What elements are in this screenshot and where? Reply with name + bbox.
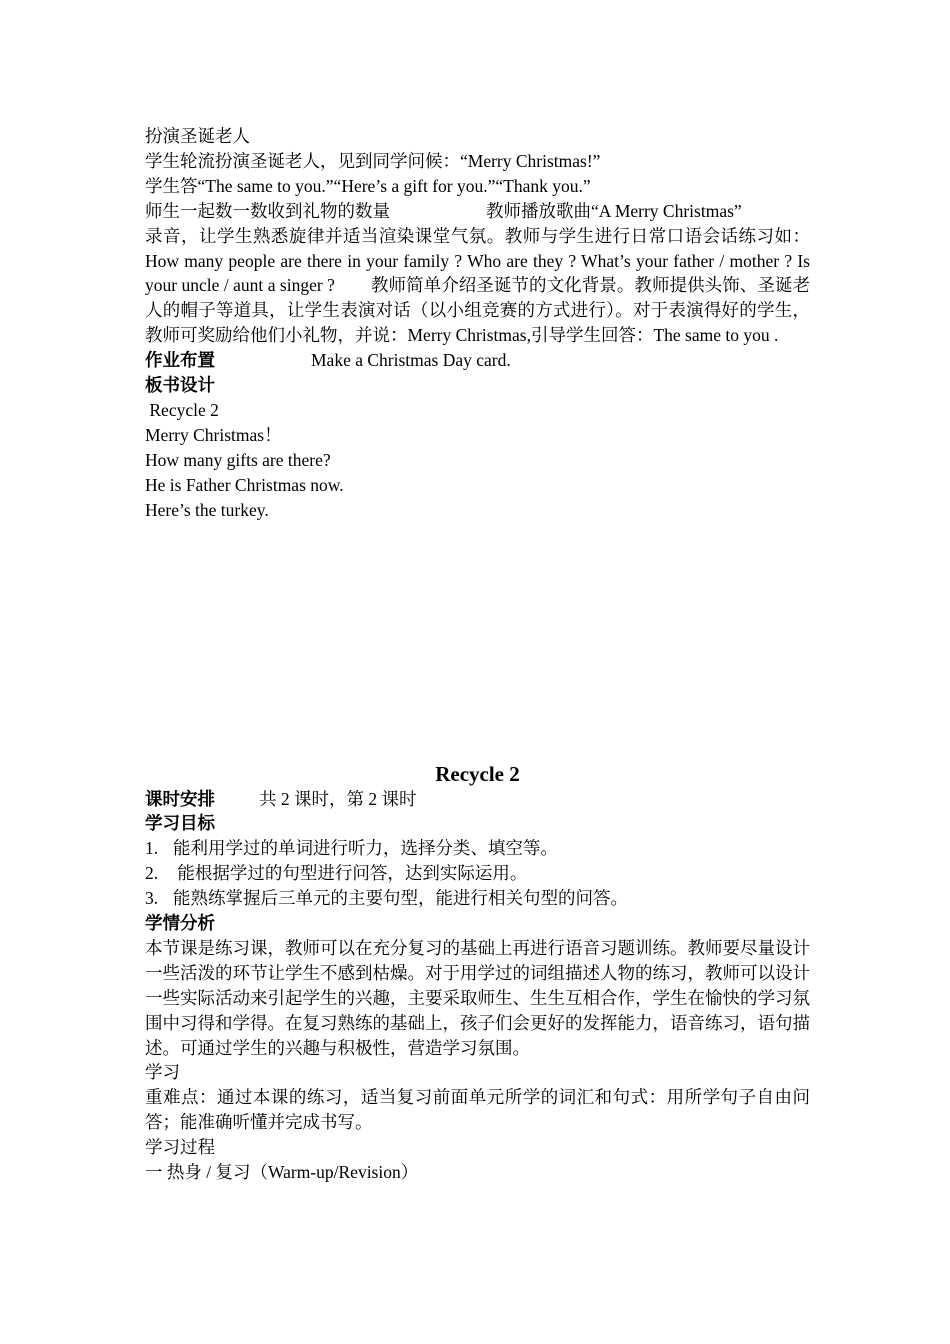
goal-item xyxy=(145,836,810,861)
text-line: 学生答“The same to you.”“Here’s a gift for you.”“Thank you.” xyxy=(145,175,591,196)
goal-text: 能根据学过的句型进行问答，达到实际运用。 xyxy=(173,863,528,884)
board-line: Here’s the turkey. xyxy=(145,499,269,520)
difficulty-paragraph: 重难点：通过本课的练习，适当复习前面单元所学的词汇和句式：用所学句子自由问答；能准确听懂并完成书写。 xyxy=(145,1087,810,1133)
schedule-line xyxy=(145,787,810,812)
text-line: 学生轮流扮演圣诞老人，见到同学问候：“Merry Christmas!” xyxy=(145,150,601,171)
goal-text: 能利用学过的单词进行听力，选择分类、填空等。 xyxy=(173,838,558,859)
document-body xyxy=(145,124,810,1185)
section-title: Recycle 2 xyxy=(435,761,520,786)
analysis-paragraph: 本节课是练习课，教师可以在充分复习的基础上再进行语音习题训练。教师要尽量设计一些活泼的环节让学生不感到枯燥。对于用学过的词组描述人物的练习，教师可以设计一些实际活动来引起学生的兴趣，主要采取师生、生生互相合作，学生在愉快的学习氛围中习得和学得。在复习熟练的基础上，孩子们会更好的发挥能力，语音练习，语句描述。可通过学生的兴趣与积极性，营造学习氛围。 xyxy=(145,937,810,1058)
blank-space xyxy=(145,523,810,760)
board-line: How many gifts are there? xyxy=(145,449,331,470)
warmup-line: 一 热身 / 复习（Warm-up/Revision） xyxy=(145,1162,419,1183)
goal-item xyxy=(145,861,810,886)
schedule-label: 课时安排 xyxy=(145,788,215,809)
song-text: 教师播放歌曲“A Merry Christmas” xyxy=(486,200,742,221)
goal-item xyxy=(145,886,810,911)
process-label: 学习过程 xyxy=(145,1137,215,1158)
board-line: He is Father Christmas now. xyxy=(145,474,344,495)
count-gifts-text: 师生一起数一数收到礼物的数量 xyxy=(145,200,390,221)
goal-number: 2. xyxy=(145,863,159,884)
paragraph-text: 录音，让学生熟悉旋律并适当渲染课堂气氛。教师与学生进行日常口语会话练习如：How many people are there in your family ? Who are they ? What’s your father / mother ? Is your uncle / aunt a singer ? xyxy=(145,225,810,296)
schedule-text: 共 2 课时，第 2 课时 xyxy=(259,788,417,809)
goals-label: 学习目标 xyxy=(145,813,215,834)
homework-line xyxy=(145,348,810,373)
paragraph xyxy=(145,224,810,349)
board-line: Recycle 2 xyxy=(145,399,219,420)
goal-number: 3. xyxy=(145,888,159,909)
homework-label: 作业布置 xyxy=(145,350,215,371)
goal-number: 1. xyxy=(145,838,159,859)
board-design-label: 板书设计 xyxy=(145,375,215,396)
count-song-line xyxy=(145,199,810,224)
goal-text: 能熟练掌握后三单元的主要句型，能进行相关句型的问答。 xyxy=(173,888,628,909)
study-word: 学习 xyxy=(145,1062,180,1083)
text-line: 扮演圣诞老人 xyxy=(145,126,250,146)
paragraph-text: 教师简单介绍圣诞节的文化背景。教师提供头饰、圣诞老人的帽子等道具，让学生表演对话（以小组竞赛的方式进行）。对于表演得好的学生，教师可奖励给他们小礼物，并说：Merry Christmas,引导学生回答：The same to you . xyxy=(145,275,810,346)
homework-text: Make a Christmas Day card. xyxy=(311,350,511,371)
analysis-label: 学情分析 xyxy=(145,913,215,934)
board-line: Merry Christmas！ xyxy=(145,424,282,445)
